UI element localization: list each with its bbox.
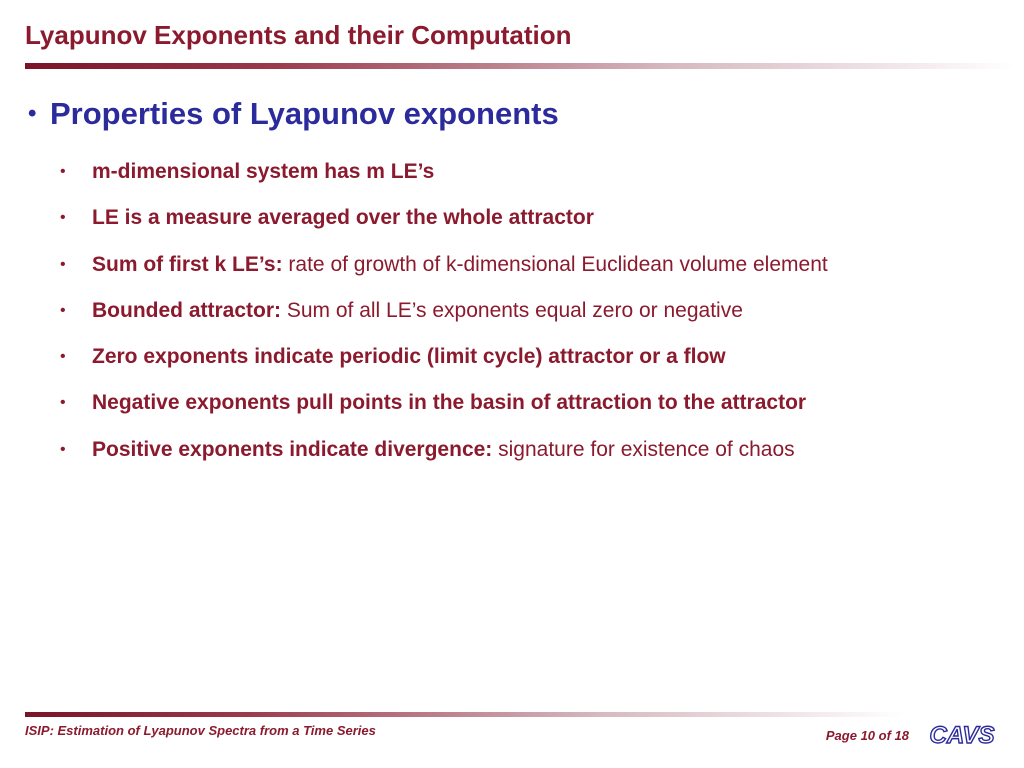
item-plain-text: Sum of all LE’s exponents equal zero or negative: [281, 298, 743, 322]
bullet-icon: •: [60, 348, 66, 366]
cavs-logo-text: CAVS: [929, 722, 995, 749]
item-bold-text: Negative exponents pull points in the basin of attraction to the attractor: [92, 391, 807, 415]
item-bold-text: LE is a measure averaged over the whole attractor: [92, 206, 594, 230]
bullet-icon: •: [60, 209, 66, 227]
item-bold-text: Positive exponents indicate divergence:: [92, 437, 493, 461]
list-item: [58, 295, 828, 341]
cavs-logo: [922, 720, 1002, 750]
bullet-icon: •: [28, 100, 37, 127]
item-bold-text: Zero exponents indicate periodic (limit cycle) attractor or a flow: [92, 345, 726, 369]
page-number: Page 10 of 18: [825, 728, 909, 743]
list-item: [58, 434, 828, 480]
bullet-icon: •: [60, 163, 66, 180]
item-bold-text: Sum of first k LE’s:: [92, 252, 283, 276]
bullet-icon: •: [60, 255, 66, 273]
main-bullet: [28, 96, 559, 132]
bullet-icon: •: [60, 394, 66, 412]
list-item: [58, 202, 828, 248]
list-item: [58, 249, 828, 295]
bullet-icon: •: [60, 440, 66, 458]
list-item: [58, 341, 828, 387]
main-bullet-text: Properties of Lyapunov exponents: [50, 96, 559, 131]
item-bold-text: m-dimensional system has m LE’s: [92, 160, 435, 183]
footer-divider: [25, 712, 905, 717]
list-item: [58, 156, 828, 202]
list-item: [58, 387, 828, 433]
item-plain-text: rate of growth of k-dimensional Euclidean volume element: [282, 252, 828, 276]
slide-title: Lyapunov Exponents and their Computation: [25, 20, 572, 50]
footer-course-title: ISIP: Estimation of Lyapunov Spectra from a Time Series: [25, 723, 376, 738]
title-divider: [25, 63, 1015, 69]
property-list: [58, 156, 828, 480]
item-bold-text: Bounded attractor:: [92, 298, 281, 322]
item-plain-text: signature for existence of chaos: [492, 437, 795, 461]
bullet-icon: •: [60, 301, 66, 319]
